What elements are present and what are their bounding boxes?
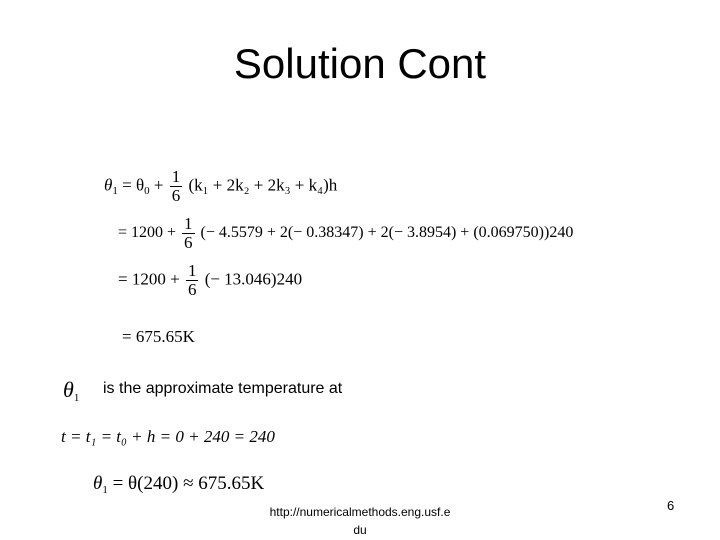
eq1-frac-num: 1 (171, 167, 181, 186)
eq1-rhs-a-sub: 0 (144, 185, 150, 198)
footer-url-line-2: du (353, 523, 367, 537)
eq2-a: = 1200 + (118, 224, 177, 242)
page-number: 6 (667, 498, 675, 513)
statement-symbol: $\theta_1$ (63, 377, 80, 404)
eq1-theta-sub: 1 (112, 185, 118, 198)
footer-url-line-1: http://numericalmethods.eng.usf.e (269, 505, 451, 519)
equation-line-1: $\theta_1 = \theta_0$ + $\frac{1}{6}$ (k₁ + 2k₂ + 2k₃ + k₄)h (104, 167, 338, 205)
eq3-b: (− 13.046)240 (204, 269, 303, 289)
final-theta: θ (93, 473, 103, 494)
eq3-a: = 1200 + (118, 269, 180, 289)
eq1-fraction (170, 168, 183, 205)
equation-line-2 (118, 215, 573, 252)
final-theta-sub: 1 (102, 484, 108, 496)
eq3-fraction (186, 262, 199, 299)
equation-line-3 (118, 262, 302, 299)
eq2-frac-num: 1 (184, 214, 193, 233)
slide-title: Solution Cont (233, 40, 487, 87)
eq1-rhs-a: = θ (122, 175, 145, 195)
eq2-fraction (182, 215, 195, 252)
eq1-rhs-b: (k₁ + 2k₂ + 2k₃ + k₄)h (188, 175, 338, 195)
statement-text: is the approximate temperature at (103, 380, 343, 397)
eq3-frac-den: 6 (187, 280, 197, 299)
eq2-b: (− 4.5579 + 2(− 0.38347) + 2(− 3.8954) + (0.069750))240 (200, 224, 574, 242)
equation-line-4: = 675.65K (122, 327, 195, 346)
footer-url[interactable] (250, 503, 470, 539)
final-equation (93, 473, 265, 496)
eq3-frac-num: 1 (187, 261, 197, 280)
final-rhs: = θ(240) ≈ 675.65K (112, 473, 265, 494)
eq1-theta: θ (104, 175, 113, 195)
eq2-frac-den: 6 (184, 233, 193, 252)
eq1-frac-den: 6 (171, 186, 181, 205)
time-equation: t = t₁ = t₀ + h = 0 + 240 = 240 (61, 427, 275, 446)
